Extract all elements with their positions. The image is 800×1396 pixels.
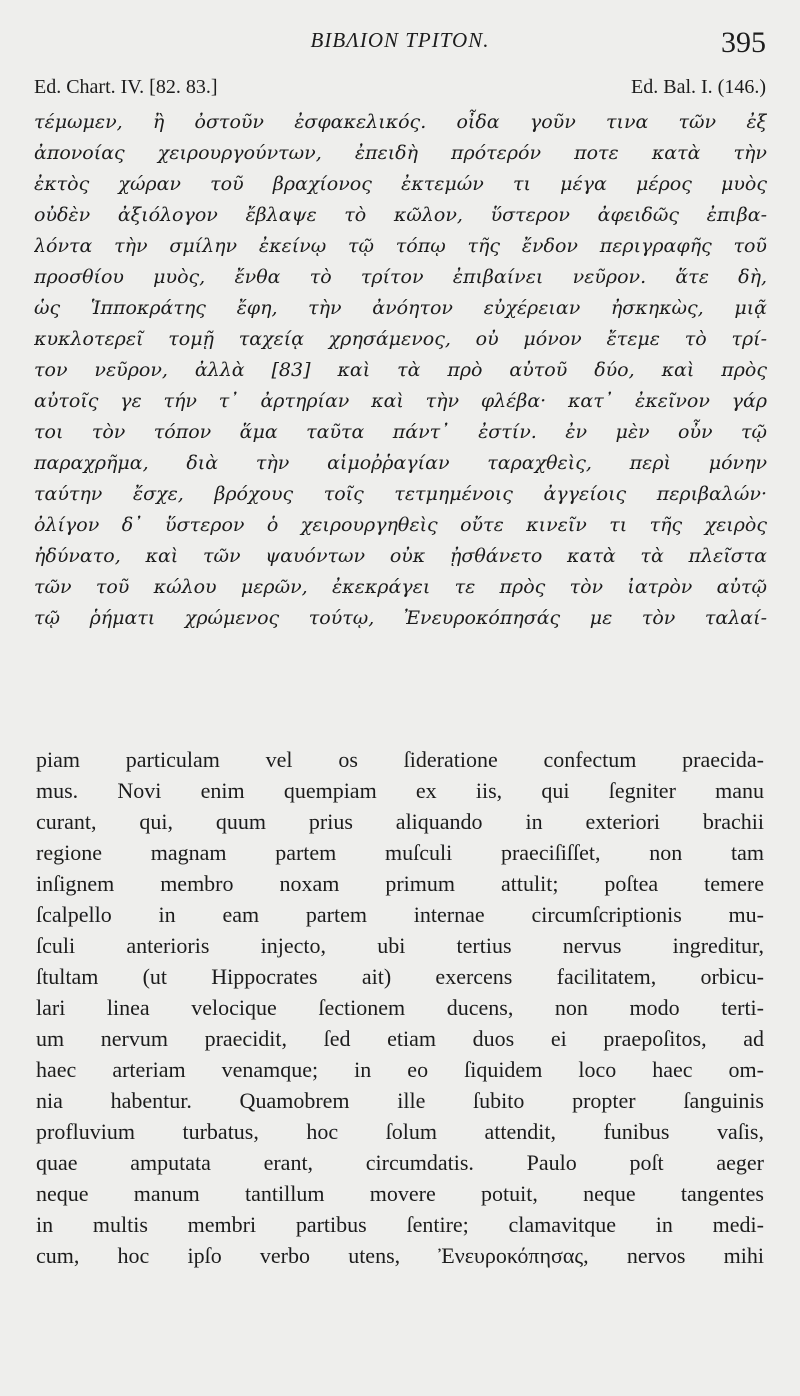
edition-reference-basel: Ed. Bal. I. (146.) [631,76,766,98]
greek-line: αὐτοῖς γε τήν τ᾽ ἀρτηρίαν καὶ τὴν φλέβα· κατ᾽ ἐκεῖνον γάρ [34,390,767,412]
greek-line: ἀπονοίας χειρουργούντων, ἐπειδὴ πρότερόν ποτε κατὰ τὴν [34,142,767,164]
latin-line: ſculi anterioris injecto, ubi tertius nervus ingreditur, [36,933,764,958]
greek-line: ὀλίγον δ᾽ ὕστερον ὁ χειρουργηθεὶς οὔτε κινεῖν τι τῆς χειρὸς [34,514,767,536]
running-title: ΒΙΒΛΙΟΝ ΤΡΙΤΟΝ. [310,28,490,52]
greek-line: τον νεῦρον, ἀλλὰ [83] καὶ τὰ πρὸ αὐτοῦ δύο, καὶ πρὸς [34,359,767,381]
greek-line: οὐδὲν ἀξιόλογον ἔβλαψε τὸ κῶλον, ὕστερον ἀφειδῶς ἐπιβα- [34,204,767,226]
greek-line: ἠδύνατο, καὶ τῶν ψαυόντων οὐκ ᾐσθάνετο κατὰ τὰ πλεῖστα [34,545,767,567]
latin-line: mus. Novi enim quempiam ex iis, qui ſegniter manu [36,778,764,803]
latin-line: neque manum tantillum movere potuit, neque tangentes [36,1181,764,1206]
latin-line: ſcalpello in eam partem internae circumſcriptionis mu- [36,902,764,927]
latin-line: in multis membri partibus ſentire; clamavitque in medi- [36,1212,764,1237]
edition-reference-chart: Ed. Chart. IV. [82. 83.] [34,76,218,98]
latin-line: lari linea velocique ſectionem ducens, non modo terti- [36,995,764,1020]
greek-line: λόντα τὴν σμίλην ἐκείνῳ τῷ τόπῳ τῆς ἔνδον περιγραφῆς τοῦ [34,235,767,257]
greek-line: ὡς Ἱπποκράτης ἔφη, τὴν ἀνόητον εὐχέρειαν ἠσκηκὼς, μιᾷ [34,297,767,319]
greek-line: ἐκτὸς χώραν τοῦ βραχίονος ἐκτεμών τι μέγα μέρος μυὸς [34,173,767,195]
greek-line: κυκλοτερεῖ τομῇ ταχείᾳ χρησάμενος, οὐ μόνον ἔτεμε τὸ τρί- [34,328,767,350]
greek-line: παραχρῆμα, διὰ τὴν αἱμοῤῥαγίαν ταραχθεὶς, περὶ μόνην [34,452,767,474]
greek-line: τῷ ῥήματι χρώμενος τούτῳ, Ἐνευροκόπησάς με τὸν ταλαί- [34,607,767,629]
edition-reference-line [34,76,766,104]
greek-line: τοι τὸν τόπον ἅμα ταῦτα πάντ᾽ ἐστίν. ἐν μὲν οὖν τῷ [34,421,767,443]
greek-line: τέμωμεν, ἢ ὀστοῦν ἐσφακελικός. οἶδα γοῦν τινα τῶν ἐξ [34,111,767,133]
latin-text-block [36,744,764,1271]
greek-line: τῶν τοῦ κώλου μερῶν, ἐκεκράγει τε πρὸς τὸν ἰατρὸν αὐτῷ [34,576,767,598]
latin-line: haec arteriam venamque; in eo ſiquidem loco haec om- [36,1057,764,1082]
latin-line: um nervum praecidit, ſed etiam duos ei praepoſitos, ad [36,1026,764,1051]
page-number: 395 [721,26,766,59]
latin-line: profluvium turbatus, hoc ſolum attendit, funibus vaſis, [36,1119,764,1144]
latin-line: inſignem membro noxam primum attulit; poſtea temere [36,871,764,896]
latin-line: regione magnam partem muſculi praeciſiſſet, non tam [36,840,764,865]
greek-line: ταύτην ἔσχε, βρόχους τοῖς τετμημένοις ἀγγείοις περιβαλών· [34,483,767,505]
latin-line: curant, qui, quum prius aliquando in exteriori brachii [36,809,764,834]
latin-line: quae amputata erant, circumdatis. Paulo poſt aeger [36,1150,764,1175]
greek-text-block [34,107,767,634]
latin-line: cum, hoc ipſo verbo utens, Ἐνευροκόπησας, nervos mihi [36,1243,764,1268]
latin-line: nia habentur. Quamobrem ille ſubito propter ſanguinis [36,1088,764,1113]
greek-line: προσθίου μυὸς, ἔνθα τὸ τρίτον ἐπιβαίνει νεῦρον. ἅτε δὴ, [34,266,767,288]
latin-line: piam particulam vel os ſideratione confectum praecida- [36,747,764,772]
latin-line: ſtultam (ut Hippocrates ait) exercens facilitatem, orbicu- [36,964,764,989]
